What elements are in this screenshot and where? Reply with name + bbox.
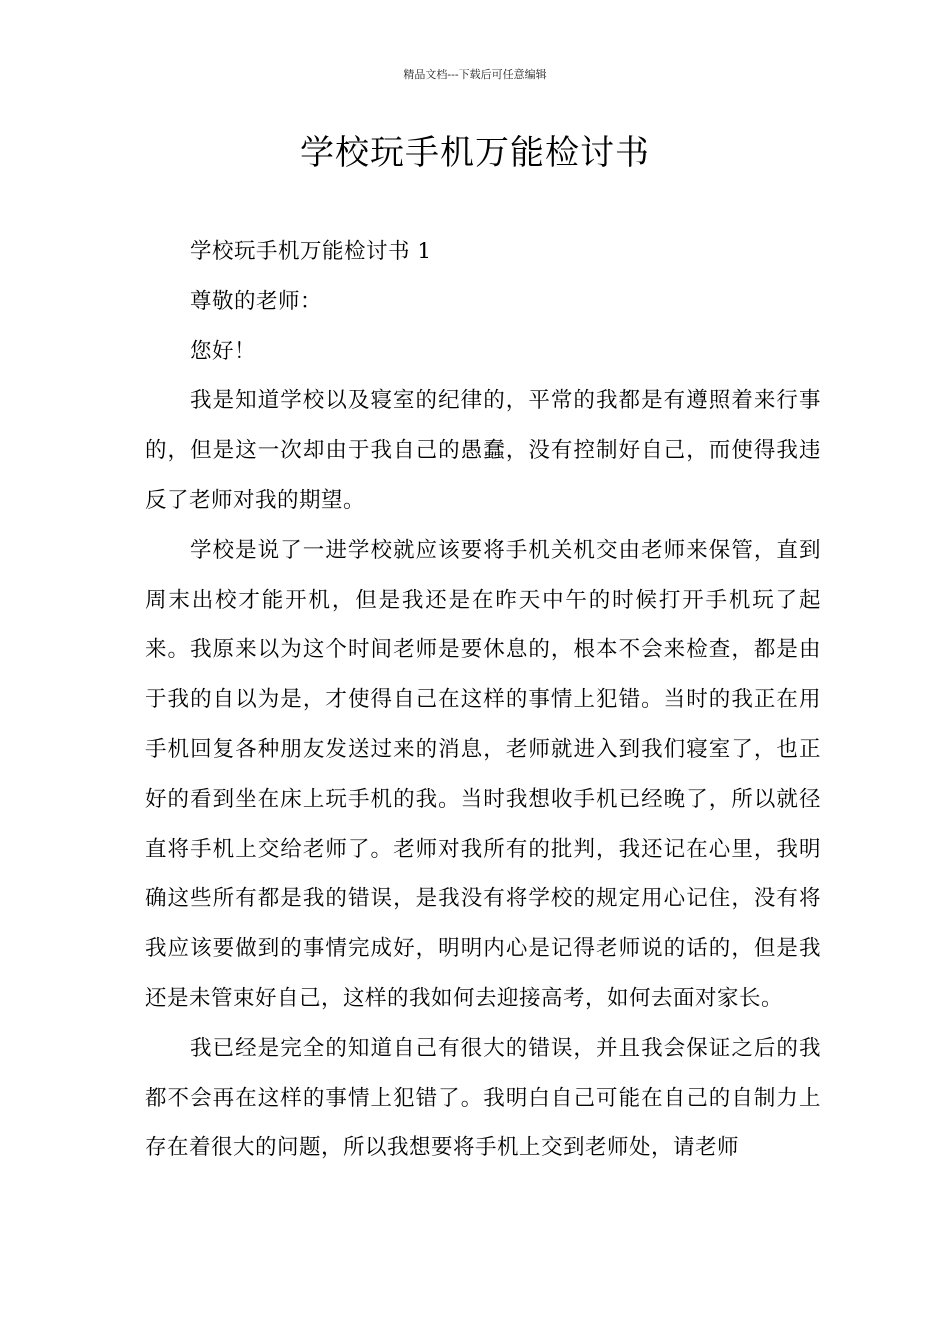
document-body: [145, 227, 821, 1173]
body-paragraph: 我是知道学校以及寝室的纪律的，平常的我都是有遵照着来行事的，但是这一次却由于我自己的愚蠢，没有控制好自己，而使得我违反了老师对我的期望。: [145, 388, 821, 513]
document-title: 学校玩手机万能检讨书: [300, 133, 650, 173]
salutation: 尊敬的老师：: [190, 288, 323, 314]
header-note: 精品文档---下载后可任意编辑: [403, 68, 547, 81]
section-heading: 学校玩手机万能检讨书 1: [190, 239, 432, 264]
body-paragraph: 我已经是完全的知道自己有很大的错误，并且我会保证之后的我都不会再在这样的事情上犯错了。我明白自己可能在自己的自制力上存在着很大的问题，所以我想要将手机上交到老师处，请老师: [145, 1035, 821, 1161]
greeting: 您好！: [190, 338, 257, 364]
body-paragraph: 学校是说了一进学校就应该要将手机关机交由老师来保管，直到周末出校才能开机，但是我还是在昨天中午的时候打开手机玩了起来。我原来以为这个时间老师是要休息的，根本不会来检查，都是由于我的自以为是，才使得自己在这样的事情上犯错。当时的我正在用手机回复各种朋友发送过来的消息，老师就进入到我们寝室了，也正好的看到坐在床上玩手机的我。当时我想收手机已经晚了，所以就径直将手机上交给老师了。老师对我所有的批判，我还记在心里，我明确这些所有都是我的错误，是我没有将学校的规定用心记住，没有将我应该要做到的事情完成好，明明内心是记得老师说的话的，但是我还是未管束好自己，这样的我如何去迎接高考，如何去面对家长。: [145, 537, 821, 1011]
